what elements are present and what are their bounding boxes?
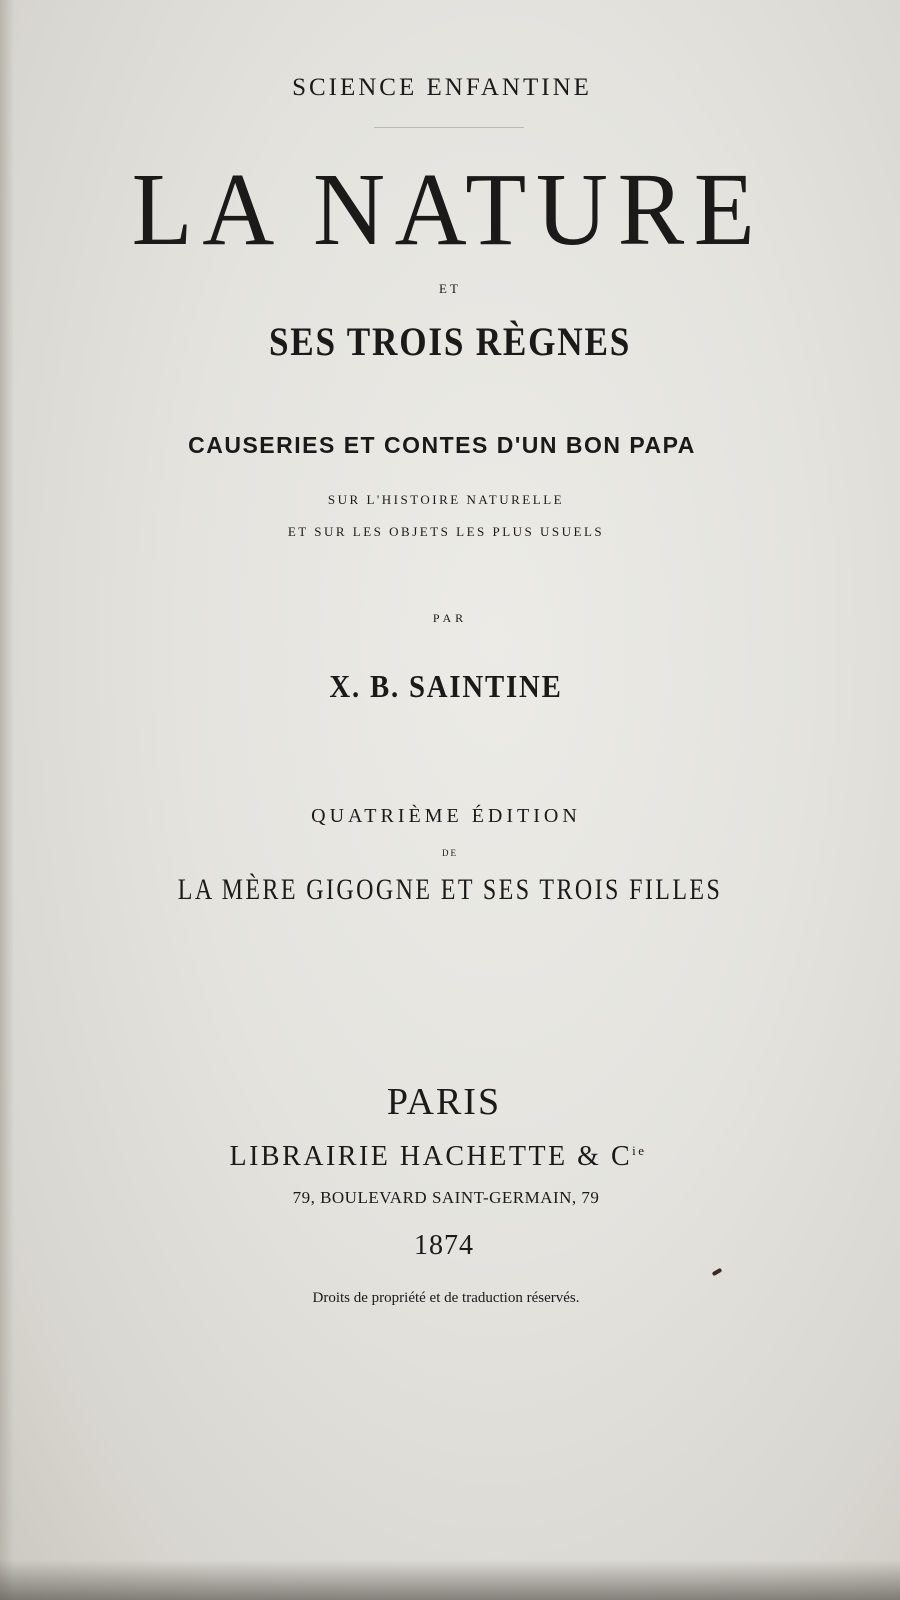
bottom-shadow (0, 1560, 900, 1600)
publisher-suffix: ie (632, 1143, 647, 1158)
rights-notice: Droits de propriété et de traduction réservés. (312, 1290, 580, 1306)
ornamental-rule (374, 127, 524, 128)
series-title: SCIENCE ENFANTINE (292, 74, 592, 101)
edition-of-label: DE (442, 848, 458, 858)
main-title: LA NATURE (131, 152, 765, 267)
edition-label: QUATRIÈME ÉDITION (311, 805, 581, 827)
tagline: CAUSERIES ET CONTES D'UN BON PAPA (188, 432, 696, 458)
related-work-title: LA MÈRE GIGOGNE ET SES TROIS FILLES (177, 873, 723, 906)
description-line-2: ET SUR LES OBJETS LES PLUS USUELS (287, 524, 605, 539)
spine-shadow (0, 0, 14, 1600)
publisher-address: 79, BOULEVARD SAINT-GERMAIN, 79 (292, 1188, 600, 1207)
title-conjunction: ET (439, 281, 461, 296)
publisher-name-text: LIBRAIRIE HACHETTE & C (229, 1141, 633, 1172)
publication-city: PARIS (386, 1081, 502, 1123)
by-label: PAR (432, 611, 468, 625)
subtitle: SES TROIS RÈGNES (268, 319, 632, 364)
description-line-1: SUR L'HISTOIRE NATURELLE (327, 492, 565, 507)
author-name: X. B. SAINTINE (329, 668, 563, 704)
publication-year: 1874 (414, 1230, 474, 1261)
publisher-name (0, 1141, 888, 1173)
ink-speck (712, 1268, 723, 1276)
